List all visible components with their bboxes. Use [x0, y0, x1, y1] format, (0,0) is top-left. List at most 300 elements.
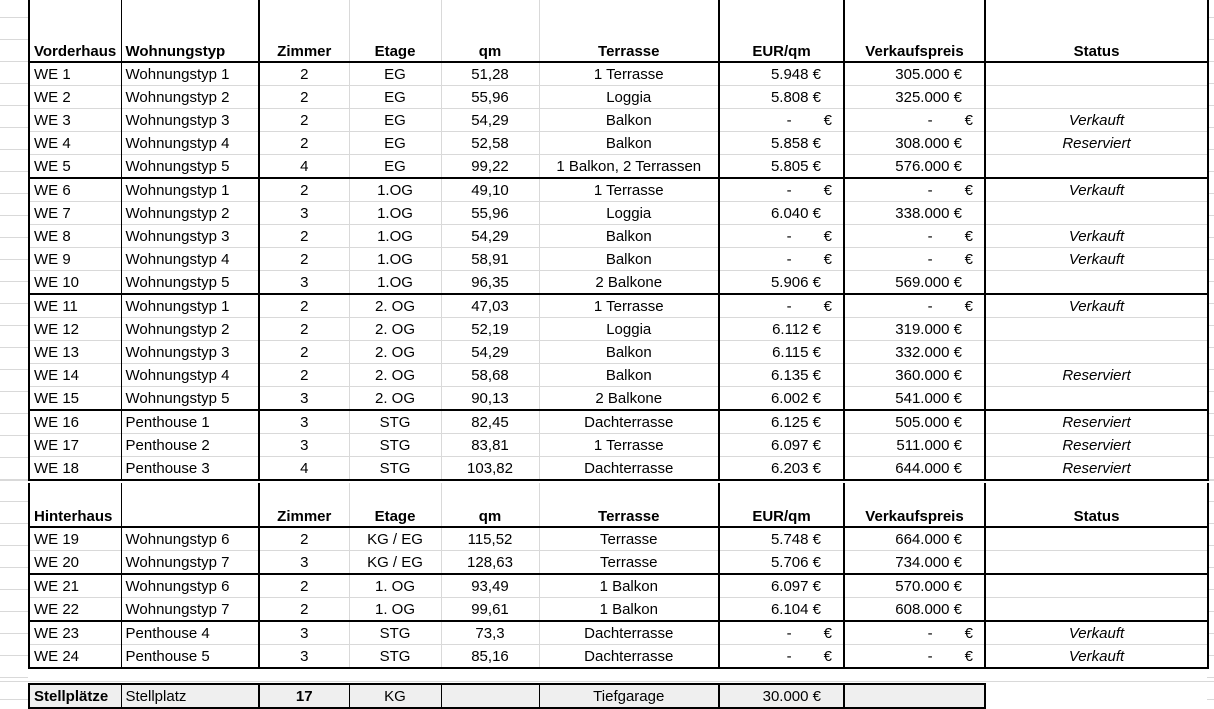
cell-typ[interactable]: Wohnungstyp 4	[121, 132, 259, 155]
cell-zimmer[interactable]: 2	[259, 178, 349, 202]
cell-zimmer[interactable]: 2	[259, 527, 349, 551]
cell-eur[interactable]: 30.000 €	[719, 684, 844, 708]
header-zimmer[interactable]: Zimmer	[259, 0, 349, 62]
table-row	[29, 410, 1208, 434]
euro-sign: €	[823, 181, 832, 199]
cell-preis[interactable]: 308.000 €	[844, 132, 985, 155]
cell-eur[interactable]: 6.097 €	[719, 574, 844, 598]
cell-we[interactable]: WE 6	[29, 178, 121, 202]
cell-terrasse[interactable]: 1 Terrasse	[539, 62, 719, 86]
cell-etage[interactable]: 2. OG	[349, 318, 441, 341]
cell-typ[interactable]: Wohnungstyp 6	[121, 527, 259, 551]
cell-qm[interactable]: 96,35	[441, 271, 539, 295]
cell-zimmer[interactable]: 2	[259, 225, 349, 248]
header-qm[interactable]: qm	[441, 0, 539, 62]
cell-terrasse[interactable]: Loggia	[539, 86, 719, 109]
cell-qm[interactable]: 54,29	[441, 225, 539, 248]
header-status[interactable]: Status	[1073, 508, 1120, 525]
cell-typ[interactable]: Wohnungstyp 6	[121, 574, 259, 598]
cell-etage[interactable]: EG	[349, 155, 441, 179]
cell-we[interactable]: WE 23	[29, 621, 121, 645]
cell-terrasse[interactable]: 1 Balkon, 2 Terrassen	[539, 155, 719, 179]
cell-preis[interactable]	[844, 621, 985, 645]
cell-zimmer[interactable]: 2	[259, 294, 349, 318]
cell-eur[interactable]: 5.805 €	[719, 155, 844, 179]
vorderhaus-group-eg	[29, 62, 1208, 178]
cell-etage[interactable]: 1.OG	[349, 178, 441, 202]
table-row	[29, 387, 1208, 411]
cell-we[interactable]: WE 14	[29, 364, 121, 387]
cell-eur[interactable]: 6.203 €	[719, 457, 844, 481]
cell-we[interactable]: WE 4	[29, 132, 121, 155]
cell-qm[interactable]: 90,13	[441, 387, 539, 411]
cell-eur[interactable]: 6.125 €	[719, 410, 844, 434]
header-wohnungstyp-empty[interactable]	[121, 483, 259, 527]
cell-we[interactable]: WE 11	[29, 294, 121, 318]
cell-etage[interactable]: EG	[349, 109, 441, 132]
cell-etage[interactable]: EG	[349, 62, 441, 86]
cell-etage[interactable]: KG / EG	[349, 527, 441, 551]
cell-terrasse[interactable]: Balkon	[539, 109, 719, 132]
table-row	[29, 225, 1208, 248]
cell-status[interactable]	[985, 155, 1208, 179]
cell-terrasse[interactable]: 1 Balkon	[539, 598, 719, 622]
accounting-dash: -	[786, 111, 792, 129]
accounting-dash: -	[927, 297, 933, 315]
header-etage[interactable]: Etage	[349, 0, 441, 62]
cell-status[interactable]: Verkauft	[1068, 624, 1125, 642]
cell-typ[interactable]: Wohnungstyp 5	[121, 271, 259, 295]
cell-typ[interactable]: Wohnungstyp 2	[121, 318, 259, 341]
table-row	[29, 294, 1208, 318]
cell-we[interactable]: WE 2	[29, 86, 121, 109]
cell-terrasse[interactable]: 1 Terrasse	[539, 434, 719, 457]
cell-we[interactable]: WE 18	[29, 457, 121, 481]
cell-eur[interactable]	[719, 109, 844, 132]
euro-sign: €	[823, 647, 832, 665]
cell-terrasse[interactable]: 2 Balkone	[539, 387, 719, 411]
cell-zimmer[interactable]: 2	[259, 248, 349, 271]
accounting-dash: -	[786, 647, 792, 665]
header-etage[interactable]: Etage	[349, 483, 441, 527]
euro-sign: €	[964, 181, 973, 199]
table-row	[29, 178, 1208, 202]
cell-preis[interactable]	[844, 109, 985, 132]
cell-status[interactable]: Reserviert	[985, 457, 1208, 481]
cell-preis[interactable]	[844, 248, 985, 271]
header-eur-qm[interactable]: EUR/qm	[719, 0, 844, 62]
table-row	[29, 621, 1208, 645]
cell-we[interactable]: WE 1	[29, 62, 121, 86]
cell-preis[interactable]: 570.000 €	[844, 574, 985, 598]
cell-zimmer[interactable]: 3	[259, 645, 349, 669]
cell-qm[interactable]: 52,19	[441, 318, 539, 341]
cell-status[interactable]: Verkauft	[1068, 297, 1125, 315]
cell-preis[interactable]	[844, 178, 985, 202]
cell-we[interactable]: WE 12	[29, 318, 121, 341]
cell-preis[interactable]: 664.000 €	[844, 527, 985, 551]
hinterhaus-group-1og	[29, 574, 1208, 621]
cell-terrasse[interactable]: Dachterrasse	[539, 457, 719, 481]
cell-typ[interactable]: Wohnungstyp 3	[121, 109, 259, 132]
cell-preis[interactable]: 325.000 €	[844, 86, 985, 109]
cell-typ[interactable]: Penthouse 2	[121, 434, 259, 457]
cell-zimmer[interactable]: 3	[259, 271, 349, 295]
table-row	[29, 457, 1208, 481]
cell-preis[interactable]	[844, 645, 985, 669]
header-wohnungstyp[interactable]: Wohnungstyp	[121, 0, 259, 62]
cell-eur[interactable]: 6.040 €	[719, 202, 844, 225]
cell-status[interactable]	[985, 271, 1208, 295]
cell-terrasse[interactable]: 1 Terrasse	[539, 294, 719, 318]
cell-eur[interactable]	[719, 645, 844, 669]
cell-preis[interactable]: 305.000 €	[844, 62, 985, 86]
accounting-dash: -	[786, 227, 792, 245]
euro-sign: €	[964, 227, 973, 245]
cell-typ[interactable]: Stellplatz	[121, 684, 259, 708]
cell-eur[interactable]: 6.002 €	[719, 387, 844, 411]
accounting-dash: -	[786, 181, 792, 199]
cell-status[interactable]: Verkauft	[985, 225, 1208, 248]
cell-status[interactable]: Verkauft	[985, 645, 1208, 669]
cell-qm[interactable]: 58,91	[441, 248, 539, 271]
cell-status[interactable]	[985, 527, 1208, 551]
cell-terrasse[interactable]: 1 Balkon	[539, 574, 719, 598]
euro-sign: €	[964, 111, 973, 129]
cell-qm[interactable]: 85,16	[441, 645, 539, 669]
cell-etage[interactable]: 1. OG	[349, 574, 441, 598]
euro-sign: €	[823, 297, 832, 315]
cell-status[interactable]: Reserviert	[985, 364, 1208, 387]
cell-we[interactable]: WE 22	[29, 598, 121, 622]
cell-eur[interactable]: 5.706 €	[719, 551, 844, 575]
cell-we[interactable]: WE 13	[29, 341, 121, 364]
cell-zimmer[interactable]: 2	[259, 132, 349, 155]
cell-etage[interactable]: EG	[349, 86, 441, 109]
cell-status[interactable]	[985, 86, 1208, 109]
cell-eur[interactable]: 6.115 €	[719, 341, 844, 364]
header-hinterhaus[interactable]: Hinterhaus	[29, 483, 121, 527]
cell-we[interactable]: Stellplätze	[29, 684, 121, 708]
euro-sign: €	[964, 297, 973, 315]
cell-zimmer[interactable]: 17	[259, 684, 349, 708]
cell-preis[interactable]: 360.000 €	[844, 364, 985, 387]
accounting-dash: -	[927, 181, 933, 199]
cell-etage[interactable]: 1. OG	[349, 598, 441, 622]
header-verkaufspreis[interactable]: Verkaufspreis	[844, 483, 985, 527]
cell-qm[interactable]: 115,52	[441, 527, 539, 551]
accounting-dash: -	[927, 647, 933, 665]
cell-zimmer[interactable]: 2	[259, 62, 349, 86]
cell-status[interactable]	[985, 574, 1208, 598]
cell-zimmer[interactable]: 3	[259, 387, 349, 411]
cell-etage[interactable]: STG	[349, 645, 441, 669]
stellplaetze-table	[28, 683, 986, 709]
cell-preis[interactable]: 734.000 €	[844, 551, 985, 575]
cell-typ[interactable]: Wohnungstyp 5	[121, 155, 259, 179]
cell-we[interactable]: WE 7	[29, 202, 121, 225]
cell-zimmer[interactable]: 2	[259, 86, 349, 109]
cell-status[interactable]: Verkauft	[1068, 181, 1125, 199]
cell-typ[interactable]: Wohnungstyp 2	[121, 202, 259, 225]
cell-qm[interactable]: 55,96	[441, 202, 539, 225]
cell-qm[interactable]: 47,03	[441, 294, 539, 318]
cell-typ[interactable]: Wohnungstyp 3	[121, 225, 259, 248]
cell-qm[interactable]: 99,22	[441, 155, 539, 179]
header-status[interactable]: Status	[1073, 43, 1120, 60]
cell-terrasse[interactable]: Balkon	[539, 341, 719, 364]
cell-eur[interactable]	[719, 225, 844, 248]
header-zimmer[interactable]: Zimmer	[259, 483, 349, 527]
cell-preis[interactable]: 569.000 €	[844, 271, 985, 295]
cell-etage[interactable]: 2. OG	[349, 294, 441, 318]
cell-etage[interactable]: KG / EG	[349, 551, 441, 575]
table-row	[29, 341, 1208, 364]
cell-terrasse[interactable]: 1 Terrasse	[539, 178, 719, 202]
cell-preis[interactable]	[844, 294, 985, 318]
cell-terrasse[interactable]: Dachterrasse	[539, 410, 719, 434]
cell-terrasse[interactable]: Loggia	[539, 202, 719, 225]
cell-preis[interactable]: 511.000 €	[844, 434, 985, 457]
cell-typ[interactable]: Wohnungstyp 1	[121, 62, 259, 86]
cell-zimmer[interactable]: 3	[259, 202, 349, 225]
cell-status[interactable]	[985, 387, 1208, 411]
cell-terrasse[interactable]: Balkon	[539, 225, 719, 248]
table-row	[29, 155, 1208, 179]
cell-typ[interactable]: Penthouse 3	[121, 457, 259, 481]
cell-etage[interactable]: STG	[349, 457, 441, 481]
cell-eur[interactable]	[719, 294, 844, 318]
cell-status[interactable]	[985, 598, 1208, 622]
cell-we[interactable]: WE 19	[29, 527, 121, 551]
cell-typ[interactable]: Wohnungstyp 5	[121, 387, 259, 411]
cell-we[interactable]: WE 21	[29, 574, 121, 598]
cell-terrasse[interactable]: Terrasse	[539, 551, 719, 575]
accounting-dash: -	[927, 624, 933, 642]
table-row	[29, 271, 1208, 295]
cell-typ[interactable]: Penthouse 5	[121, 645, 259, 669]
cell-preis[interactable]: 576.000 €	[844, 155, 985, 179]
cell-we[interactable]: WE 10	[29, 271, 121, 295]
cell-zimmer[interactable]: 2	[259, 598, 349, 622]
cell-status[interactable]: Reserviert	[1062, 413, 1131, 431]
cell-terrasse[interactable]: Balkon	[539, 364, 719, 387]
accounting-dash: -	[786, 624, 792, 642]
cell-status[interactable]	[985, 318, 1208, 341]
cell-eur[interactable]: 5.748 €	[719, 527, 844, 551]
cell-etage[interactable]: 1.OG	[349, 248, 441, 271]
cell-we[interactable]: WE 16	[29, 410, 121, 434]
cell-terrasse[interactable]: 2 Balkone	[539, 271, 719, 295]
cell-status[interactable]: Reserviert	[985, 434, 1208, 457]
cell-we[interactable]: WE 15	[29, 387, 121, 411]
vorderhaus-group-2og	[29, 294, 1208, 410]
cell-eur[interactable]: 5.808 €	[719, 86, 844, 109]
cell-qm[interactable]: 54,29	[441, 109, 539, 132]
cell-zimmer[interactable]: 2	[259, 318, 349, 341]
cell-qm[interactable]: 103,82	[441, 457, 539, 481]
cell-terrasse[interactable]: Tiefgarage	[539, 684, 719, 708]
cell-preis[interactable]: 644.000 €	[844, 457, 985, 481]
cell-typ[interactable]: Wohnungstyp 7	[121, 551, 259, 575]
cell-eur[interactable]	[719, 248, 844, 271]
cell-terrasse[interactable]: Loggia	[539, 318, 719, 341]
table-row	[29, 86, 1208, 109]
cell-etage[interactable]: STG	[349, 621, 441, 645]
cell-status[interactable]	[985, 202, 1208, 225]
cell-we[interactable]: WE 24	[29, 645, 121, 669]
cell-zimmer[interactable]: 4	[259, 155, 349, 179]
cell-eur[interactable]: 5.906 €	[719, 271, 844, 295]
cell-status[interactable]	[985, 551, 1208, 575]
hinterhaus-header-row	[29, 483, 1208, 527]
cell-preis[interactable]: 338.000 €	[844, 202, 985, 225]
cell-preis[interactable]	[844, 225, 985, 248]
cell-eur[interactable]	[719, 621, 844, 645]
cell-etage[interactable]: 2. OG	[349, 364, 441, 387]
cell-qm[interactable]: 93,49	[441, 574, 539, 598]
cell-eur[interactable]: 6.104 €	[719, 598, 844, 622]
table-row	[29, 645, 1208, 669]
cell-qm[interactable]: 55,96	[441, 86, 539, 109]
cell-status[interactable]	[985, 341, 1208, 364]
hinterhaus-group-kg-eg	[29, 527, 1208, 574]
euro-sign: €	[823, 624, 832, 642]
table-row	[29, 684, 985, 708]
cell-typ[interactable]: Penthouse 4	[121, 621, 259, 645]
cell-preis[interactable]	[844, 684, 985, 708]
cell-preis[interactable]: 541.000 €	[844, 387, 985, 411]
cell-typ[interactable]: Wohnungstyp 7	[121, 598, 259, 622]
cell-etage[interactable]: 1.OG	[349, 271, 441, 295]
cell-zimmer[interactable]: 2	[259, 364, 349, 387]
table-row	[29, 109, 1208, 132]
cell-etage[interactable]: STG	[349, 434, 441, 457]
cell-eur[interactable]: 6.135 €	[719, 364, 844, 387]
cell-preis[interactable]: 332.000 €	[844, 341, 985, 364]
cell-zimmer[interactable]: 3	[259, 551, 349, 575]
euro-sign: €	[823, 227, 832, 245]
cell-preis[interactable]: 505.000 €	[844, 410, 985, 434]
cell-qm[interactable]: 128,63	[441, 551, 539, 575]
cell-we[interactable]: WE 8	[29, 225, 121, 248]
cell-we[interactable]: WE 20	[29, 551, 121, 575]
cell-terrasse[interactable]: Terrasse	[539, 527, 719, 551]
accounting-dash: -	[927, 250, 933, 268]
cell-typ[interactable]: Wohnungstyp 3	[121, 341, 259, 364]
cell-zimmer[interactable]: 2	[259, 574, 349, 598]
header-terrasse[interactable]: Terrasse	[539, 0, 719, 62]
hinterhaus-group-stg	[29, 621, 1208, 668]
header-vorderhaus[interactable]: Vorderhaus	[29, 0, 121, 62]
euro-sign: €	[964, 250, 973, 268]
cell-qm[interactable]: 51,28	[441, 62, 539, 86]
cell-status[interactable]: Verkauft	[985, 109, 1208, 132]
cell-typ[interactable]: Wohnungstyp 2	[121, 86, 259, 109]
cell-we[interactable]: WE 5	[29, 155, 121, 179]
cell-terrasse[interactable]: Balkon	[539, 248, 719, 271]
cell-we[interactable]: WE 9	[29, 248, 121, 271]
gridlines-left-margin	[0, 0, 28, 706]
cell-typ[interactable]: Wohnungstyp 4	[121, 248, 259, 271]
cell-zimmer[interactable]: 3	[259, 434, 349, 457]
cell-qm[interactable]: 83,81	[441, 434, 539, 457]
vorderhaus-table	[28, 0, 1209, 481]
gridline-gap-2	[0, 681, 1214, 682]
cell-etage[interactable]: KG	[349, 684, 441, 708]
cell-qm[interactable]: 58,68	[441, 364, 539, 387]
cell-we[interactable]: WE 3	[29, 109, 121, 132]
cell-eur[interactable]: 5.948 €	[719, 62, 844, 86]
accounting-dash: -	[927, 111, 933, 129]
cell-zimmer[interactable]: 2	[259, 109, 349, 132]
cell-zimmer[interactable]: 2	[259, 341, 349, 364]
cell-status[interactable]	[985, 62, 1208, 86]
vorderhaus-group-stg	[29, 410, 1208, 480]
header-qm[interactable]: qm	[441, 483, 539, 527]
cell-eur[interactable]: 5.858 €	[719, 132, 844, 155]
cell-qm[interactable]: 82,45	[441, 410, 539, 434]
table-row	[29, 62, 1208, 86]
euro-sign: €	[823, 111, 832, 129]
stellplaetze-row-group	[29, 684, 985, 708]
table-row	[29, 598, 1208, 622]
cell-qm[interactable]: 54,29	[441, 341, 539, 364]
cell-typ[interactable]: Wohnungstyp 4	[121, 364, 259, 387]
euro-sign: €	[964, 624, 973, 642]
cell-zimmer[interactable]: 3	[259, 410, 349, 434]
hinterhaus-table	[28, 483, 1209, 669]
table-row	[29, 551, 1208, 575]
cell-zimmer[interactable]: 4	[259, 457, 349, 481]
cell-typ[interactable]: Wohnungstyp 1	[121, 294, 259, 318]
cell-qm[interactable]	[441, 684, 539, 708]
cell-etage[interactable]: 2. OG	[349, 387, 441, 411]
cell-we[interactable]: WE 17	[29, 434, 121, 457]
accounting-dash: -	[927, 227, 933, 245]
cell-eur[interactable]	[719, 178, 844, 202]
cell-etage[interactable]: STG	[349, 410, 441, 434]
euro-sign: €	[823, 250, 832, 268]
table-row	[29, 527, 1208, 551]
cell-qm[interactable]: 99,61	[441, 598, 539, 622]
cell-qm[interactable]: 73,3	[441, 621, 539, 645]
cell-eur[interactable]: 6.097 €	[719, 434, 844, 457]
cell-etage[interactable]: EG	[349, 132, 441, 155]
cell-terrasse[interactable]: Dachterrasse	[539, 621, 719, 645]
cell-typ[interactable]: Wohnungstyp 1	[121, 178, 259, 202]
cell-qm[interactable]: 49,10	[441, 178, 539, 202]
header-eur-qm[interactable]: EUR/qm	[719, 483, 844, 527]
cell-preis[interactable]: 319.000 €	[844, 318, 985, 341]
header-verkaufspreis[interactable]: Verkaufspreis	[844, 0, 985, 62]
cell-terrasse[interactable]: Balkon	[539, 132, 719, 155]
cell-typ[interactable]: Penthouse 1	[121, 410, 259, 434]
table-row	[29, 364, 1208, 387]
cell-status[interactable]: Verkauft	[985, 248, 1208, 271]
cell-etage[interactable]: 1.OG	[349, 225, 441, 248]
cell-qm[interactable]: 52,58	[441, 132, 539, 155]
cell-eur[interactable]: 6.112 €	[719, 318, 844, 341]
cell-zimmer[interactable]: 3	[259, 621, 349, 645]
cell-terrasse[interactable]: Dachterrasse	[539, 645, 719, 669]
cell-etage[interactable]: 2. OG	[349, 341, 441, 364]
cell-etage[interactable]: 1.OG	[349, 202, 441, 225]
header-terrasse[interactable]: Terrasse	[539, 483, 719, 527]
cell-preis[interactable]: 608.000 €	[844, 598, 985, 622]
cell-status[interactable]: Reserviert	[985, 132, 1208, 155]
accounting-dash: -	[786, 250, 792, 268]
